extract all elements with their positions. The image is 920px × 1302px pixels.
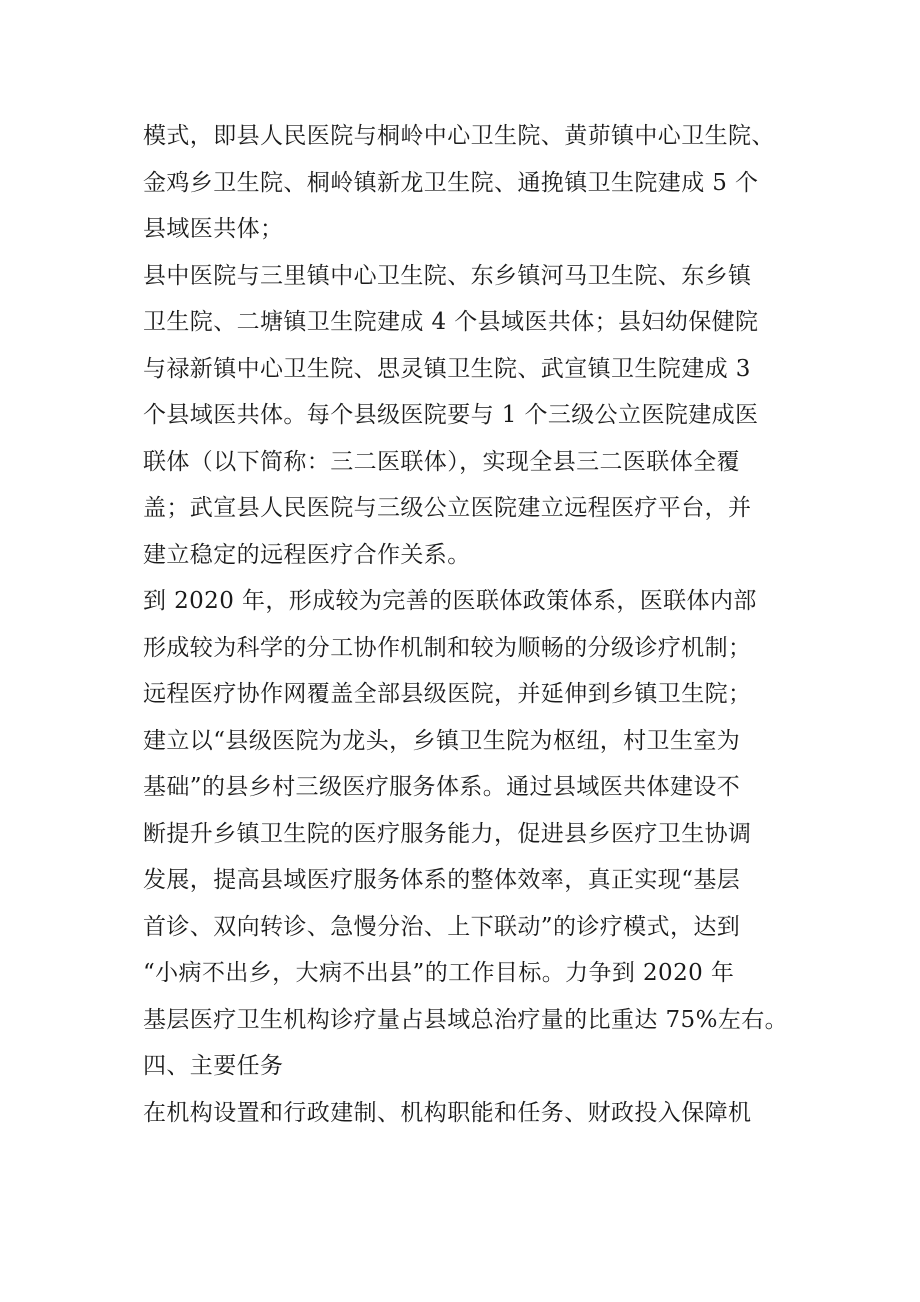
body-text (143, 113, 803, 1136)
text-line: 县中医院与三里镇中心卫生院、东乡镇河马卫生院、东乡镇 (143, 262, 752, 289)
text-line: 发展，提高县域医疗服务体系的整体效率，真正实现“基层 (143, 867, 741, 893)
text-line: 县域医共体； (143, 216, 284, 242)
text-line: 建立稳定的远程医疗合作关系。 (143, 541, 471, 568)
text-line: 卫生院、二塘镇卫生院建成 4 个县域医共体；县妇幼保健院 (143, 309, 759, 335)
text-line: 基础”的县乡村三级医疗服务体系。通过县域医共体建设不 (143, 774, 741, 800)
text-line: 建立以“县级医院为龙头，乡镇卫生院为枢纽，村卫生室为 (143, 727, 741, 754)
text-line: 盖；武宣县人民医院与三级公立医院建立远程医疗平台，并 (143, 495, 752, 521)
text-line: 远程医疗协作网覆盖全部县级医院，并延伸到乡镇卫生院； (143, 681, 752, 707)
text-line: 个县域医共体。每个县级医院要与 1 个三级公立医院建成医 (143, 402, 759, 428)
text-line: 在机构设置和行政建制、机构职能和任务、财政投入保障机 (143, 1099, 752, 1126)
text-line: 与禄新镇中心卫生院、思灵镇卫生院、武宣镇卫生院建成 3 (143, 355, 751, 382)
text-line: 联体（以下简称：三二医联体），实现全县三二医联体全覆 (143, 448, 740, 475)
text-line: 金鸡乡卫生院、桐岭镇新龙卫生院、通挽镇卫生院建成 5 个 (143, 169, 759, 196)
text-line: 到 2020 年，形成较为完善的医联体政策体系，医联体内部 (143, 588, 757, 614)
text-line: 模式，即县人民医院与桐岭中心卫生院、黄茆镇中心卫生院、 (143, 123, 775, 149)
text-line: 形成较为科学的分工协作机制和较为顺畅的分级诊疗机制； (143, 634, 752, 661)
text-line: 首诊、双向转诊、急慢分治、上下联动”的诊疗模式，达到 (143, 913, 741, 940)
text-line: 基层医疗卫生机构诊疗量占县域总治疗量的比重达 75%左右。 (143, 1006, 789, 1033)
section-heading: 四、主要任务 (143, 1053, 284, 1079)
text-line: “小病不出乡，大病不出县”的工作目标。力争到 2020 年 (143, 960, 735, 986)
text-line: 断提升乡镇卫生院的医疗服务能力，促进县乡医疗卫生协调 (143, 820, 752, 847)
